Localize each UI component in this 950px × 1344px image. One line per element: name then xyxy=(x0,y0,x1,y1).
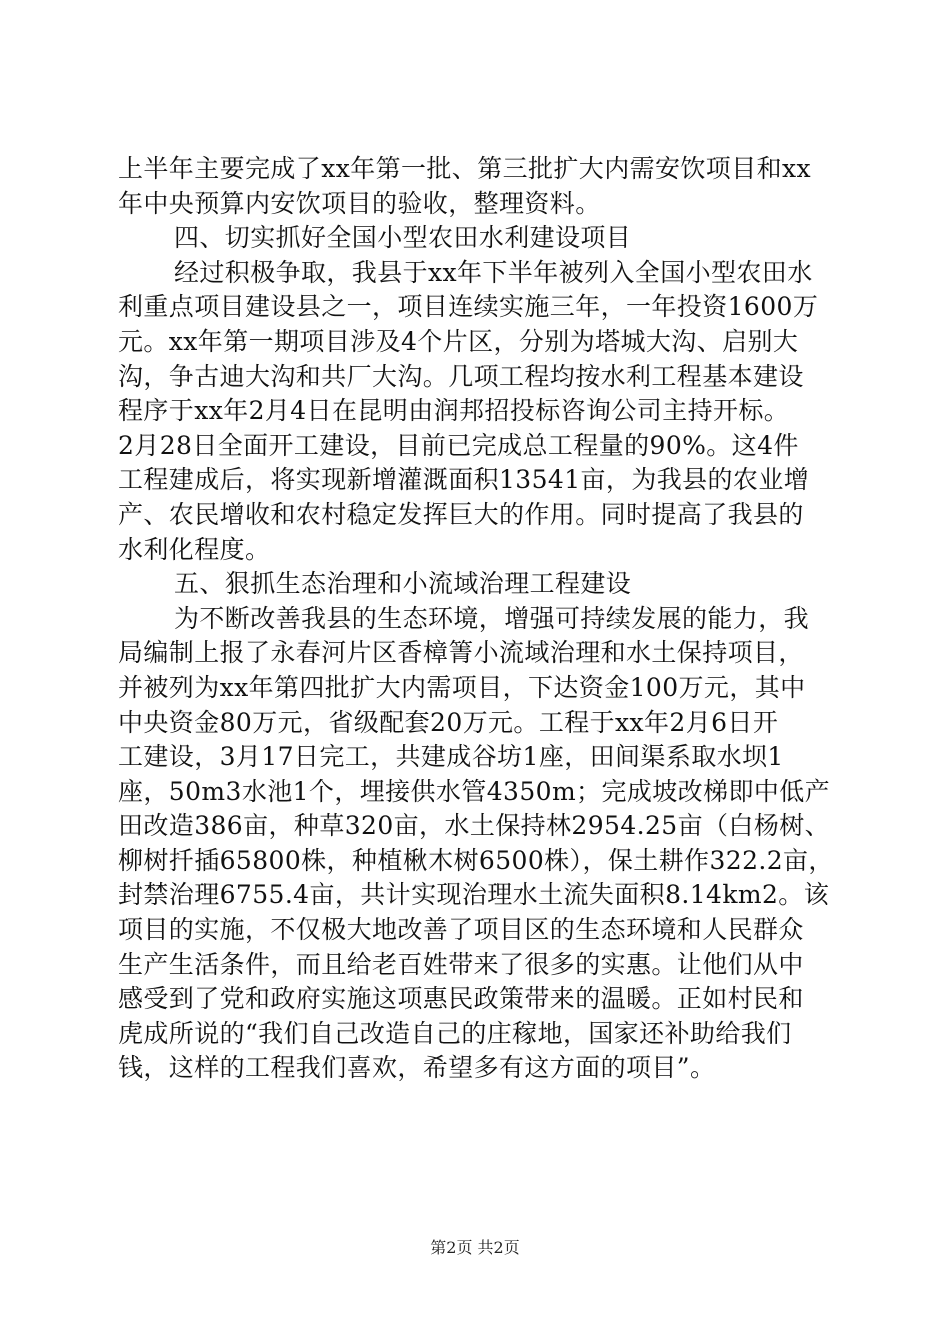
page-footer: 第2页 共2页 xyxy=(430,1238,520,1257)
text-line: 产、农民增收和农村稳定发挥巨大的作用。同时提高了我县的 xyxy=(118,499,804,529)
text-line: 五、狠抓生态治理和小流域治理工程建设 xyxy=(174,569,632,599)
text-line: 水利化程度。 xyxy=(118,534,271,564)
text-line: 生产生活条件，而且给老百姓带来了很多的实惠。让他们从中 xyxy=(118,949,804,979)
text-line: 柳树扦插65800株，种植楸木树6500株），保土耕作322.2亩， xyxy=(118,845,834,875)
text-line: 田改造386亩，种草320亩，水土保持林2954.25亩（白杨树、 xyxy=(118,811,831,841)
text-line: 沟，争古迪大沟和共厂大沟。几项工程均按水利工程基本建设 xyxy=(118,361,804,391)
text-line: 元。xx年第一期项目涉及4个片区，分别为塔城大沟、启别大 xyxy=(118,326,799,356)
text-line: 感受到了党和政府实施这项惠民政策带来的温暖。正如村民和 xyxy=(118,984,804,1014)
text-line: 局编制上报了永春河片区香樟箐小流域治理和水土保持项目， xyxy=(118,638,804,668)
text-line: 工建设，3月17日完工，共建成谷坊1座，田间渠系取水坝1 xyxy=(118,742,784,772)
text-line: 上半年主要完成了xx年第一批、第三批扩大内需安饮项目和xx xyxy=(118,154,811,183)
text-line: 钱，这样的工程我们喜欢，希望多有这方面的项目”。 xyxy=(118,1053,716,1083)
text-line: 为不断改善我县的生态环境，增强可持续发展的能力，我 xyxy=(174,603,810,633)
text-line: 利重点项目建设县之一，项目连续实施三年，一年投资1600万 xyxy=(118,292,819,322)
text-line: 四、切实抓好全国小型农田水利建设项目 xyxy=(174,223,632,253)
text-line: 经过积极争取，我县于xx年下半年被列入全国小型农田水 xyxy=(174,257,813,287)
text-line: 2月28日全面开工建设，目前已完成总工程量的90%。这4件 xyxy=(118,430,799,460)
text-line: 封禁治理6755.4亩，共计实现治理水土流失面积8.14km2。该 xyxy=(118,880,830,910)
text-line: 虎成所说的“我们自己改造自己的庄稼地，国家还补助给我们 xyxy=(118,1018,792,1048)
document-body xyxy=(118,152,840,1086)
text-line: 中央资金80万元，省级配套20万元。工程于xx年2月6日开 xyxy=(118,707,779,737)
text-line: 工程建成后，将实现新增灌溉面积13541亩，为我县的农业增 xyxy=(118,465,810,495)
text-line: 项目的实施，不仅极大地改善了项目区的生态环境和人民群众 xyxy=(118,915,804,945)
text-line: 程序于xx年2月4日在昆明由润邦招投标咨询公司主持开标。 xyxy=(118,396,790,426)
text-line: 座，50m3水池1个，埋接供水管4350m；完成坡改梯即中低产 xyxy=(118,776,831,806)
text-line: 并被列为xx年第四批扩大内需项目，下达资金100万元，其中 xyxy=(118,672,806,702)
text-line: 年中央预算内安饮项目的验收，整理资料。 xyxy=(118,188,601,218)
